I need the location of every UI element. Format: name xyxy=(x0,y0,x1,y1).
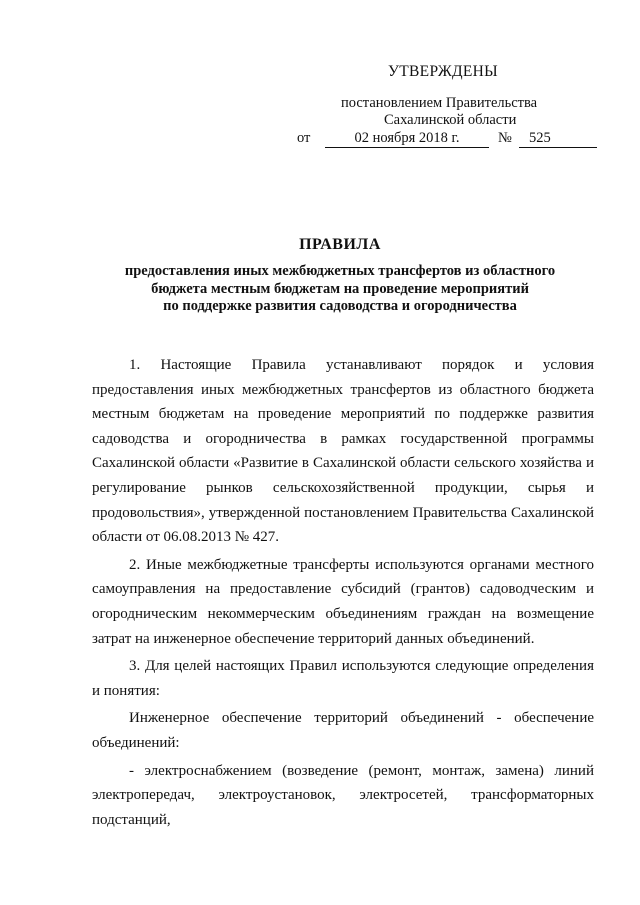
subtitle-line: предоставления иных межбюджетных трансфертов из областного xyxy=(124,263,556,279)
document-body xyxy=(92,353,594,835)
paragraph: 1. Настоящие Правила устанавливают порядок и условия предоставления иных межбюджетных трансфертов из областного бюджета местным бюджетам на проведение мероприятий по поддержке развития садоводства и огородничества в рамках государственной программы Сахалинской области «Развитие в Сахалинской области сельского хозяйства и регулирование рынков сельскохозяйственной продукции, сырья и продовольствия», утвержденной постановлением Правительства Сахалинской области от 06.08.2013 № 427. xyxy=(92,357,594,546)
document-subtitle xyxy=(60,263,620,316)
approval-by: постановлением Правительства xyxy=(341,95,538,111)
paragraph: 3. Для целей настоящих Правил используются следующие определения и понятия: xyxy=(92,658,594,699)
paragraph: - электроснабжением (возведение (ремонт, монтаж, замена) линий электропередач, электроустановок, электросетей, трансформаторных подстанций, xyxy=(92,762,594,828)
paragraph: Инженерное обеспечение территорий объединений - обеспечение объединений: xyxy=(92,710,594,751)
approval-date: 02 ноября 2018 г. xyxy=(325,129,489,148)
approval-from-label: от xyxy=(297,130,311,146)
approval-number: 525 xyxy=(519,129,597,148)
paragraph: 2. Иные межбюджетные трансферты используются органами местного самоуправления на предоставление субсидий (грантов) садоводческим и огородническим некоммерческим объединениям граждан на возмещение затрат на инженерное обеспечение территорий данных объединений. xyxy=(92,556,594,647)
approval-number-label: № xyxy=(498,130,512,146)
subtitle-line: бюджета местным бюджетам на проведение мероприятий xyxy=(151,280,529,297)
approval-title: УТВЕРЖДЕНЫ xyxy=(388,63,498,80)
approval-date-row xyxy=(297,129,597,149)
document-title: ПРАВИЛА xyxy=(299,236,381,253)
approval-region: Сахалинской области xyxy=(384,112,517,128)
subtitle-line: по поддержке развития садоводства и огородничества xyxy=(163,298,517,314)
